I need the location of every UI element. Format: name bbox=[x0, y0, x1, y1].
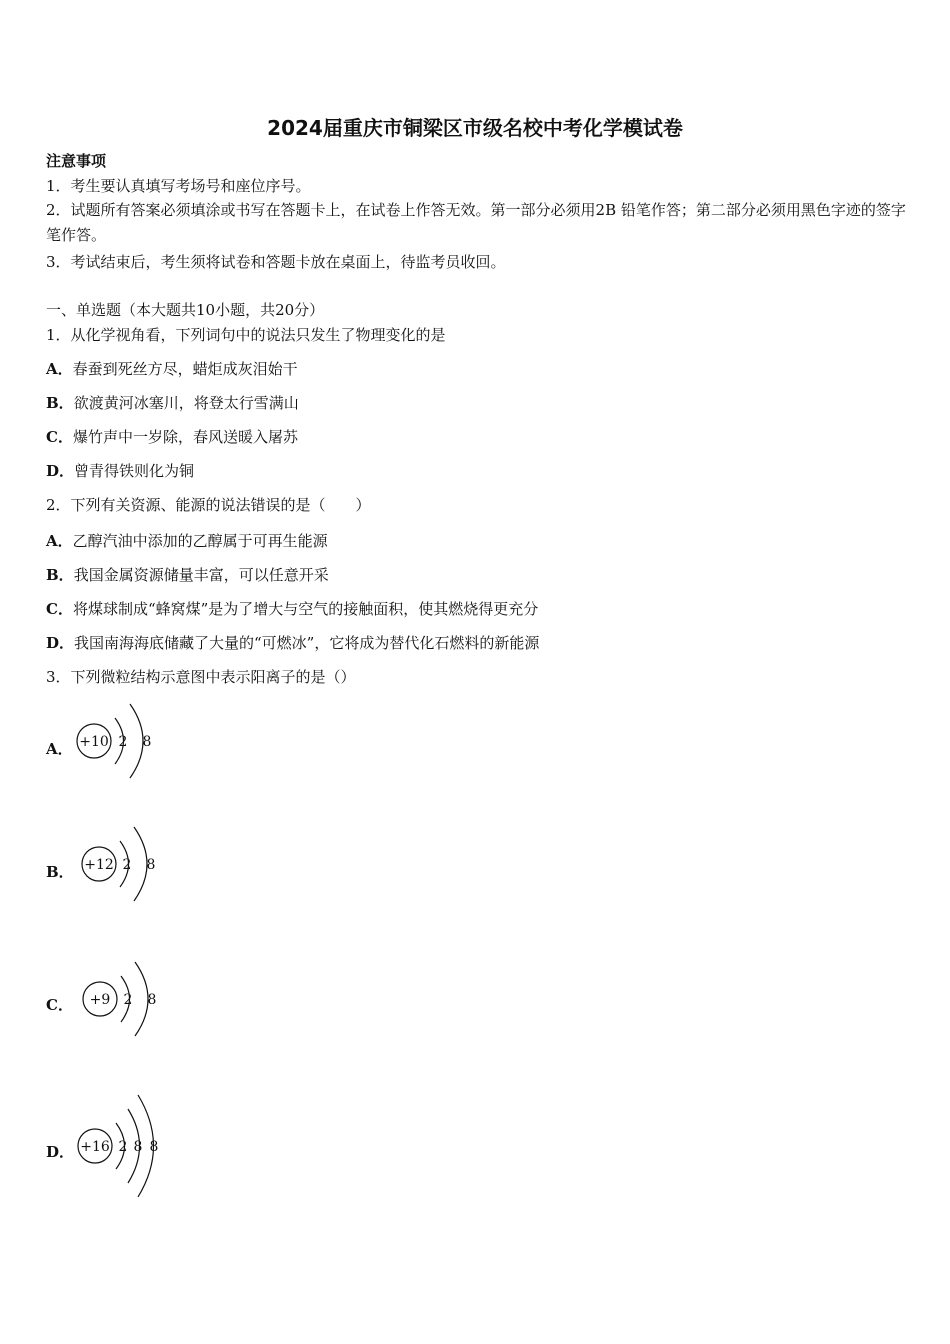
question-2-option-c bbox=[46, 599, 538, 619]
option-text: 爆竹声中一岁除，春风送暖入屠苏 bbox=[72, 428, 298, 446]
electron-shell-arc bbox=[134, 827, 147, 901]
option-letter: D． bbox=[46, 462, 75, 480]
option-letter: A． bbox=[46, 532, 73, 550]
atom-structure-a bbox=[74, 700, 194, 784]
nucleus-charge: +12 bbox=[84, 857, 114, 873]
option-letter: C． bbox=[46, 996, 73, 1014]
shell-electron-count: 2 bbox=[118, 1139, 128, 1155]
shell-electron-count: 2 bbox=[123, 992, 133, 1008]
shell-electron-count: 8 bbox=[142, 734, 152, 750]
option-text: 将煤球制成“蜂窝煤”是为了增大与空气的接触面积，使其燃烧得更充分 bbox=[72, 600, 539, 618]
option-letter: C． bbox=[46, 600, 73, 618]
section-heading: 一、单选题（本大题共10小题，共20分） bbox=[46, 301, 325, 319]
question-2-option-d bbox=[46, 633, 539, 653]
option-letter: B． bbox=[46, 863, 74, 881]
question-1-stem: 1．从化学视角看，下列词句中的说法只发生了物理变化的是 bbox=[46, 326, 446, 344]
option-letter: D． bbox=[46, 1143, 75, 1161]
atom-structure-d bbox=[74, 1093, 214, 1203]
question-1-option-a bbox=[46, 359, 298, 379]
question-3-stem: 3．下列微粒结构示意图中表示阳离子的是（） bbox=[46, 668, 356, 686]
atom-structure-b bbox=[74, 823, 194, 907]
shell-electron-count: 8 bbox=[133, 1139, 143, 1155]
option-letter: B． bbox=[46, 566, 74, 584]
option-text: 欲渡黄河冰塞川，将登太行雪满山 bbox=[73, 394, 299, 412]
shell-electron-count: 8 bbox=[147, 992, 157, 1008]
shell-electron-count: 2 bbox=[118, 734, 128, 750]
notice-item-1: 1．考生要认真填写考场号和座位序号。 bbox=[46, 177, 311, 195]
question-2-option-a bbox=[46, 531, 328, 551]
option-text: 乙醇汽油中添加的乙醇属于可再生能源 bbox=[72, 532, 328, 550]
option-letter: D． bbox=[46, 634, 75, 652]
electron-shell-arc bbox=[130, 704, 143, 778]
shell-electron-count: 2 bbox=[122, 857, 132, 873]
atom-structure-c bbox=[74, 958, 194, 1042]
option-text: 我国南海海底储藏了大量的“可燃冰”，它将成为替代化石燃料的新能源 bbox=[74, 634, 540, 652]
nucleus-charge: +10 bbox=[79, 734, 109, 750]
option-letter: C． bbox=[46, 428, 73, 446]
option-text: 我国金属资源储量丰富，可以任意开采 bbox=[73, 566, 329, 584]
notice-item-3: 3．考试结束后，考生须将试卷和答题卡放在桌面上，待监考员收回。 bbox=[46, 253, 506, 271]
electron-shell-arc bbox=[135, 962, 148, 1036]
question-1-option-c bbox=[46, 427, 298, 447]
notice-item-2: 2．试题所有答案必须填涂或书写在答题卡上，在试卷上作答无效。第一部分必须用2B 铅笔作答；第二部分必须用黑色字迹的签字笔作答。 bbox=[46, 201, 906, 244]
page-title: 2024届重庆市铜梁区市级名校中考化学模试卷 bbox=[267, 116, 683, 140]
option-letter: A． bbox=[46, 360, 73, 378]
option-letter: A． bbox=[46, 740, 73, 758]
option-letter: B． bbox=[46, 394, 74, 412]
shell-electron-count: 8 bbox=[146, 857, 156, 873]
nucleus-charge: +16 bbox=[80, 1139, 110, 1155]
option-text: 春蚕到死丝方尽，蜡炬成灰泪始干 bbox=[72, 360, 298, 378]
option-text: 曾青得铁则化为铜 bbox=[74, 462, 195, 480]
question-1-option-b bbox=[46, 393, 299, 413]
question-2-option-b bbox=[46, 565, 329, 585]
question-1-option-d bbox=[46, 461, 194, 481]
notice-heading: 注意事项 bbox=[46, 152, 107, 170]
nucleus-charge: +9 bbox=[89, 992, 111, 1008]
question-2-stem: 2．下列有关资源、能源的说法错误的是（ ） bbox=[46, 496, 371, 514]
shell-electron-count: 8 bbox=[149, 1139, 159, 1155]
